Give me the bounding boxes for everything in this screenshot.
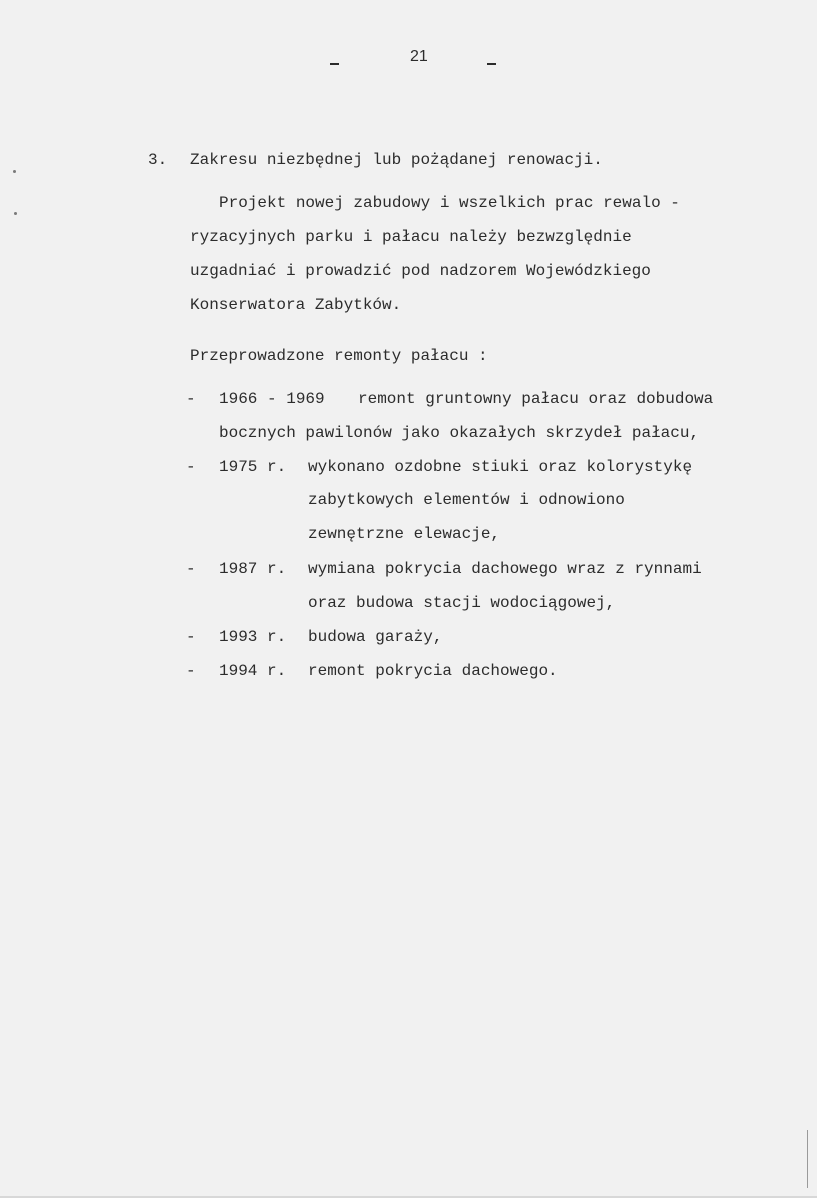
section-number: 3. <box>148 151 168 169</box>
list-dash: - <box>186 560 196 578</box>
renovations-intro: Przeprowadzone remonty pałacu : <box>190 347 488 365</box>
header-dash-left <box>330 63 339 65</box>
renovation-text: wykonano ozdobne stiuki oraz kolorystykę <box>308 458 693 476</box>
paragraph-line: Projekt nowej zabudowy i wszelkich prac rewalo - <box>219 194 680 212</box>
renovation-text: budowa garaży, <box>308 628 443 646</box>
renovation-date: 1994 r. <box>219 662 287 680</box>
page-edge-line <box>807 1130 808 1188</box>
renovation-date: 1975 r. <box>219 458 287 476</box>
renovation-text: oraz budowa stacji wodociągowej, <box>308 594 616 612</box>
paragraph-line: uzgadniać i prowadzić pod nadzorem Wojewódzkiego <box>190 262 651 280</box>
list-dash: - <box>186 458 196 476</box>
renovation-text: wymiana pokrycia dachowego wraz z rynnami <box>308 560 702 578</box>
renovation-date: 1966 - 1969 <box>219 390 325 408</box>
renovation-text: zewnętrzne elewacje, <box>308 525 501 543</box>
paragraph-line: Konserwatora Zabytków. <box>190 296 402 314</box>
header-dash-right <box>487 63 496 65</box>
page-number: 21 <box>410 48 428 65</box>
list-dash: - <box>186 628 196 646</box>
renovation-text: remont pokrycia dachowego. <box>308 662 558 680</box>
renovation-date: 1993 r. <box>219 628 287 646</box>
renovation-text: remont gruntowny pałacu oraz dobudowa <box>358 390 714 408</box>
section-heading: Zakresu niezbędnej lub pożądanej renowacji. <box>190 151 603 169</box>
list-dash: - <box>186 390 196 408</box>
renovation-date: 1987 r. <box>219 560 287 578</box>
paragraph-line: ryzacyjnych parku i pałacu należy bezwzględnie <box>190 228 632 246</box>
renovation-text: zabytkowych elementów i odnowiono <box>308 491 625 509</box>
scan-speck <box>13 170 16 173</box>
scan-speck <box>14 212 17 215</box>
renovation-text: bocznych pawilonów jako okazałych skrzydeł pałacu, <box>219 424 700 442</box>
list-dash: - <box>186 662 196 680</box>
